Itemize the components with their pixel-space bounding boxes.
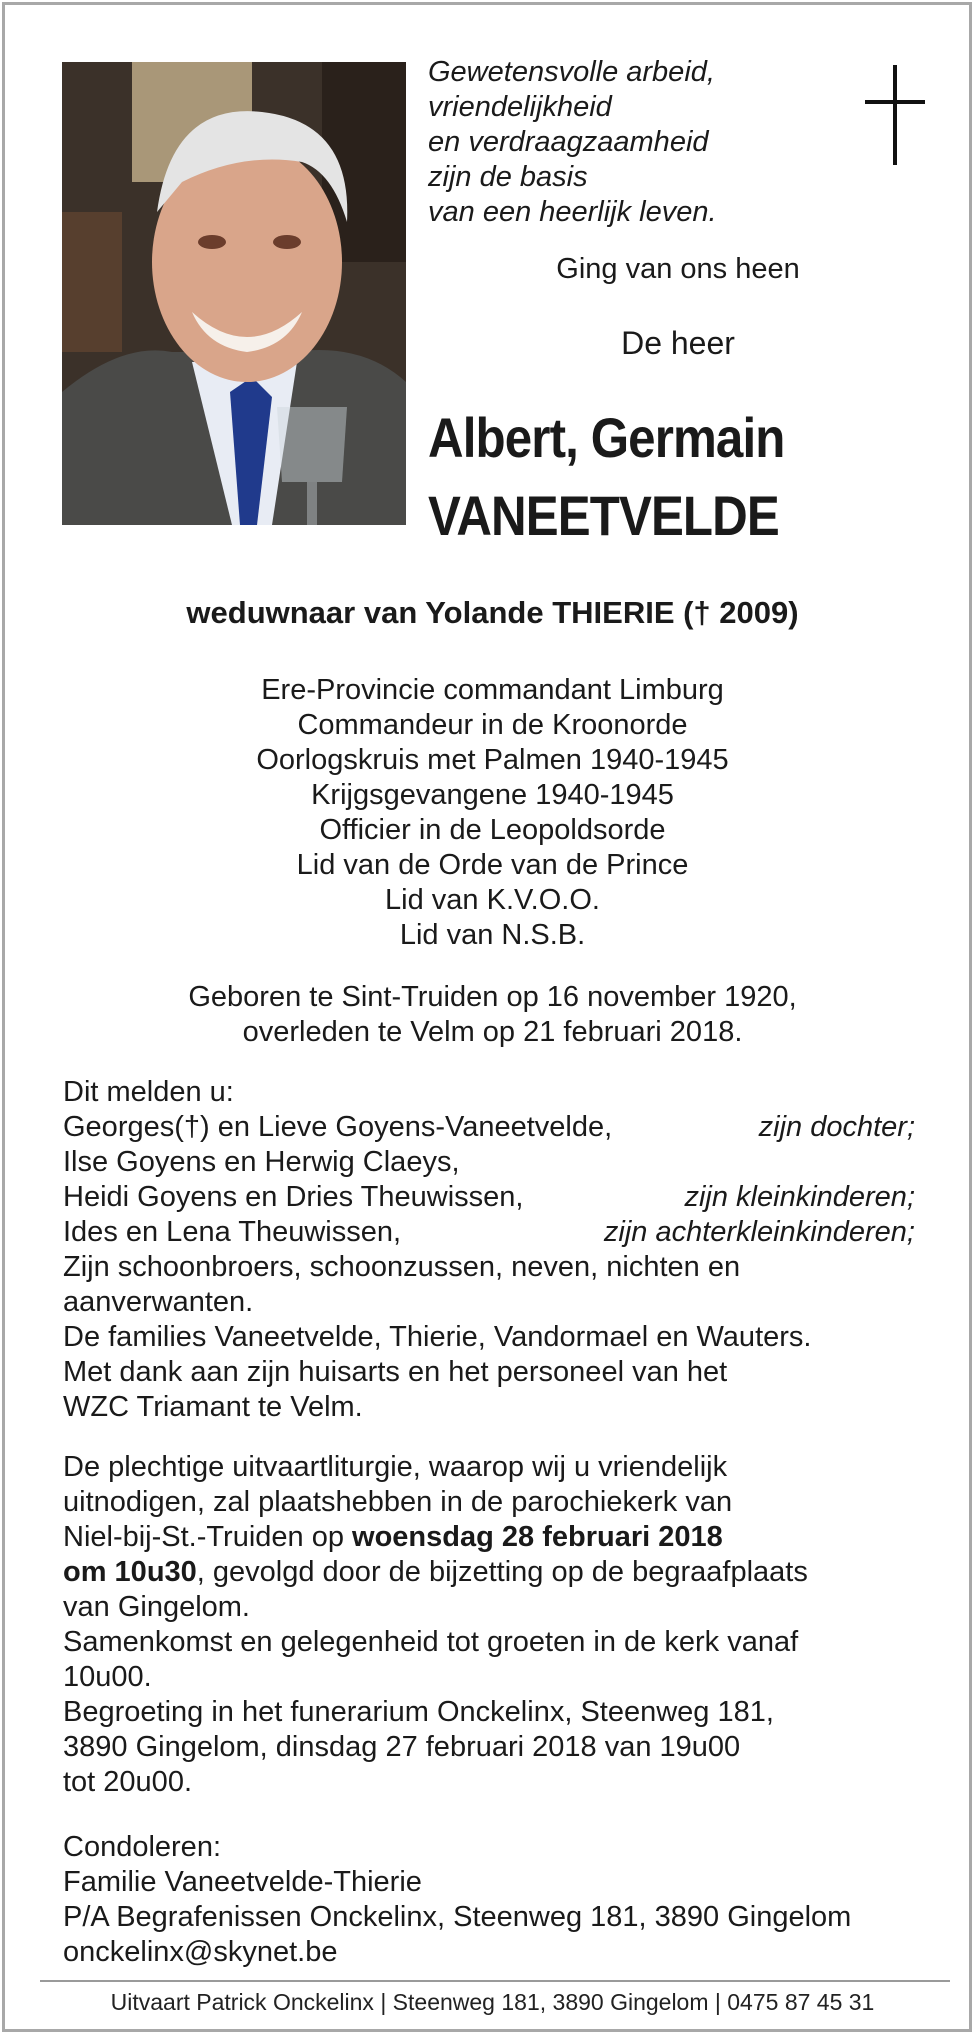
family-names: Heidi Goyens en Dries Theuwissen,: [63, 1181, 524, 1213]
title-item: Ere-Provincie commandant Limburg: [261, 674, 724, 706]
title-item: Commandeur in de Kroonorde: [297, 709, 688, 741]
title-item: Officier in de Leopoldsorde: [319, 814, 666, 846]
title-item: Lid van K.V.O.O.: [385, 884, 600, 916]
portrait-illustration: [62, 62, 406, 525]
family-row: [63, 1390, 915, 1425]
quote-line: en verdraagzaamheid: [428, 126, 709, 158]
announcement-heading: Dit melden u:: [63, 1076, 234, 1108]
family-relation: zijn achterkleinkinderen;: [603, 1216, 915, 1248]
ceremony-block: [63, 1450, 933, 1800]
footer-text: Uitvaart Patrick Onckelinx | Steenweg 181, 3890 Gingelom | 0475 87 45 31: [110, 1989, 875, 2015]
portrait-photo: [62, 62, 406, 525]
family-row: [63, 1110, 915, 1145]
quote-line: vriendelijkheid: [428, 91, 612, 123]
cross-icon: [855, 60, 935, 170]
ceremony-location: Niel-bij-St.-Truiden op: [63, 1521, 353, 1553]
title-item: Oorlogskruis met Palmen 1940-1945: [256, 744, 729, 776]
family-names: Georges(†) en Lieve Goyens-Vaneetvelde,: [63, 1111, 613, 1143]
condolences-block: [63, 1830, 933, 1970]
family-names: WZC Triamant te Velm.: [63, 1391, 363, 1423]
family-row: [63, 1180, 915, 1215]
birth-death-block: [5, 980, 980, 1050]
condolences-email[interactable]: onckelinx@skynet.be: [63, 1936, 338, 1968]
family-relation: zijn dochter;: [758, 1111, 915, 1143]
condolences-family: Familie Vaneetvelde-Thierie: [63, 1866, 422, 1898]
family-row: [63, 1320, 915, 1355]
family-relation: zijn kleinkinderen;: [684, 1181, 915, 1213]
title-item: Lid van N.S.B.: [399, 919, 586, 951]
ceremony-line: uitnodigen, zal plaatshebben in de parochiekerk van: [63, 1486, 733, 1518]
ceremony-burial: , gevolgd door de bijzetting op de begraafplaats: [196, 1556, 808, 1588]
intro-text: Ging van ons heen: [556, 253, 800, 285]
titles-list: [5, 673, 980, 953]
death-line: overleden te Velm op 21 februari 2018.: [242, 1016, 743, 1048]
family-names: Zijn schoonbroers, schoonzussen, neven, nichten en: [63, 1251, 741, 1283]
ceremony-line: 10u00.: [63, 1661, 152, 1693]
ceremony-line: Samenkomst en gelegenheid tot groeten in de kerk vanaf: [63, 1626, 799, 1658]
family-names: aanverwanten.: [63, 1286, 254, 1318]
family-row: [63, 1215, 915, 1250]
footer-divider: [40, 1980, 950, 1982]
widower-line: weduwnaar van Yolande THIERIE († 2009): [186, 595, 799, 630]
announcement-block: [63, 1075, 915, 1425]
ceremony-line: 3890 Gingelom, dinsdag 27 februari 2018 van 19u00: [63, 1731, 741, 1763]
family-names: Ilse Goyens en Herwig Claeys,: [63, 1146, 460, 1178]
ceremony-line: tot 20u00.: [63, 1766, 192, 1798]
quote-line: van een heerlijk leven.: [428, 196, 717, 228]
deceased-family-name: VANEETVELDE: [428, 484, 779, 547]
ceremony-line: van Gingelom.: [63, 1591, 250, 1623]
condolences-address: P/A Begrafenissen Onckelinx, Steenweg 181, 3890 Gingelom: [63, 1901, 852, 1933]
title-item: Krijgsgevangene 1940-1945: [311, 779, 674, 811]
family-row: [63, 1355, 915, 1390]
family-row: [63, 1145, 915, 1180]
condolences-heading: Condoleren:: [63, 1831, 221, 1863]
ceremony-line: [63, 1520, 933, 1555]
quote-line: zijn de basis: [428, 161, 588, 193]
family-names: Ides en Lena Theuwissen,: [63, 1216, 402, 1248]
obituary-card: [2, 2, 972, 2032]
family-row: [63, 1250, 915, 1285]
family-names: Met dank aan zijn huisarts en het personeel van het: [63, 1356, 728, 1388]
quote-block: [428, 55, 828, 230]
quote-line: Gewetensvolle arbeid,: [428, 56, 715, 88]
family-row: [63, 1285, 915, 1320]
ceremony-line: Begroeting in het funerarium Onckelinx, Steenweg 181,: [63, 1696, 774, 1728]
family-names: De families Vaneetvelde, Thierie, Vandormael en Wauters.: [63, 1321, 812, 1353]
deceased-given-names: Albert, Germain: [428, 406, 785, 469]
ceremony-line: [63, 1555, 933, 1590]
ceremony-line: De plechtige uitvaartliturgie, waarop wij u vriendelijk: [63, 1451, 728, 1483]
title-item: Lid van de Orde van de Prince: [296, 849, 689, 881]
birth-line: Geboren te Sint-Truiden op 16 november 1920,: [188, 981, 797, 1013]
honorific: De heer: [621, 325, 735, 361]
ceremony-time: om 10u30: [63, 1556, 197, 1588]
ceremony-date: woensdag 28 februari 2018: [352, 1521, 723, 1553]
